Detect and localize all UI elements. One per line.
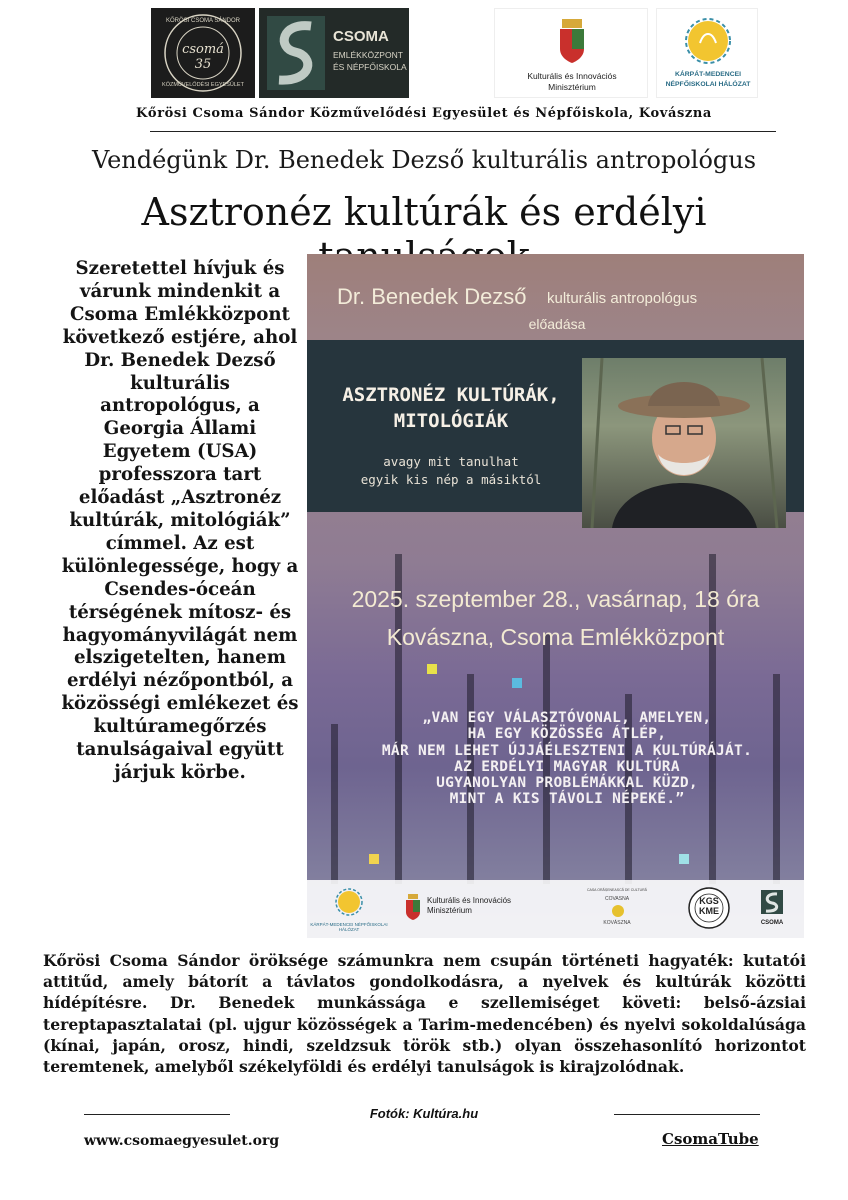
coat-of-arms-icon [552,15,592,67]
poster-venue: Kovászna, Csoma Emlékközpont [386,624,725,650]
poster-quote [347,710,787,808]
poster-date: 2025. szeptember 28., vasárnap, 18 óra [351,586,760,612]
poster-logo-kmnh-text: KÁRPÁT-MEDENCEI NÉPFŐISKOLAI HÁLÓZAT [310,922,388,932]
kcsse-logo-main-text: csomá 35 [182,42,224,72]
csomatube-link[interactable]: CsomaTube [662,1130,759,1148]
kmnh-logo [656,8,758,98]
kmnh-emblem-icon [678,13,738,65]
poster-logo-csoma: CSOMA [760,920,784,926]
quote-line: MÁR NEM LEHET ÚJJÁÉLESZTENI A KULTÚRÁJÁT. [381,742,753,759]
poster-logo-kovaszna-low: KOVÁSZNA [603,920,631,926]
kmnh-logo-line2: NÉPFŐISKOLAI HÁLÓZAT [665,81,751,88]
event-poster [307,254,804,938]
website-link[interactable]: www.csomaegyesulet.org [84,1133,280,1149]
csoma-small-icon [759,888,785,916]
kcsse-logo-top-text: KŐRÖSI CSOMA SÁNDOR [165,18,240,24]
poster-lecture-title-2: MITOLÓGIÁK [393,410,509,432]
intro-text: Szeretettel hívjuk és várunk mindenkit a Csoma Emlékközpont következő estjére, ahol Dr. Benedek Dezső kulturális antropológus, a Georgia Állami Egyetem (USA) professzora tart előadást „Asztronéz kultúrák, mitológiák” címmel. Az est különlegessége, hogy a Csendes-óceán térségének mítosz- és hagyományvilágát nem elszigetelten, hanem erdélyi nézőpontból, a közösségi emlékezet és kultúramegőrzés tanulságaival együtt járjuk körbe. [61,258,299,783]
kmnh-small-icon [333,886,365,918]
kcsse-logo-bottom-text: KÖZMŰVELŐDÉSI EGYESÜLET [162,82,244,88]
coat-of-arms-small-icon [403,892,423,922]
kim-logo [494,8,648,98]
footer-divider-left [84,1114,230,1115]
poster-square [512,678,522,688]
quote-line: HA EGY KÖZÖSSÉG ÁTLÉP, [467,726,667,743]
bottom-paragraph: Kőrösi Csoma Sándor öröksége számunkra nem csupán történeti hagyaték: kutatói attitűd, amely bátorít a távlatos gondolkodásra, a nyelvek és kultúrák közötti hídépítésre. Dr. Benedek munkássága e szellemiséget követi: belső-ázsiai tereptapasztalatai (pl. ujgur közösségek a Tarim-medencében) és nyelvi sokoldalúsága (kínai, japán, orosz, hindi, szeldzsuk török stb.) olyan összehasonlító horizontot teremtenek, amelyből székelyföldi és erdélyi tanulságok is kirajzolódnak. [43,951,806,1077]
poster-speaker: Dr. Benedek Dezső [337,284,527,309]
kim-logo-line1: Kulturális és Innovációs [527,71,617,81]
quote-line: MINT A KIS TÁVOLI NÉPEKÉ.” [449,791,685,808]
poster-logo-kim-1: Kulturális és Innovációs [427,896,512,905]
quote-line: AZ ERDÉLYI MAGYAR KULTÚRA [454,758,680,775]
poster-square [679,854,689,864]
poster-stripe [331,724,338,884]
poster-square [427,664,437,674]
poster-tagline-1: avagy mit tanulhat [383,454,519,469]
kcsse-logo [151,8,255,98]
header-organization: Kőrösi Csoma Sándor Közművelődési Egyesület és Népfőiskola, Kovászna [136,106,712,121]
page-subtitle: Vendégünk Dr. Benedek Dezső kulturális antropológus [91,146,757,174]
poster-logo-kovaszna-top: CASA ORĂȘENEASCĂ DE CULTURĂ [586,888,648,892]
poster-logo-kovaszna-mid: COVASNA [604,896,630,902]
kovaszna-emblem-icon [603,904,633,918]
poster-square [369,854,379,864]
csoma-logo [259,8,409,98]
poster-lecture-title-1: ASZTRONÉZ KULTÚRÁK, [342,384,560,406]
kmnh-logo-line1: KÁRPÁT-MEDENCEI [674,71,742,78]
speaker-photo [582,358,786,528]
speaker-portrait-icon [582,358,786,528]
poster-speaker-role: kulturális antropológus [547,290,698,307]
quote-line: „VAN EGY VÁLASZTÓVONAL, AMELYEN, [422,710,712,726]
poster-logo-kgs-2: KME [699,906,719,916]
csoma-logo-sub1: EMLÉKKÖZPONT [333,50,403,60]
poster-tagline-2: egyik kis nép a másiktól [360,472,542,487]
poster-sponsor-logos [307,880,804,938]
photo-credit: Fotók: Kultúra.hu [369,1106,479,1121]
poster-logo-kgs-1: KGS [699,896,719,906]
csoma-s-icon [261,8,331,98]
header-divider [150,131,776,132]
kim-logo-line2: Minisztérium [548,82,596,92]
poster-logo-kim-2: Minisztérium [427,906,472,915]
csoma-logo-sub2: ÉS NÉPFŐISKOLA [333,62,407,72]
poster-lecture-word: előadása [528,316,586,332]
quote-line: UGYANOLYAN PROBLÉMÁKKAL KÜZD, [436,775,698,792]
csoma-logo-main-text: CSOMA [333,28,389,45]
page-title: Asztronéz kultúrák és erdélyi [141,190,707,234]
footer-divider-right [614,1114,760,1115]
